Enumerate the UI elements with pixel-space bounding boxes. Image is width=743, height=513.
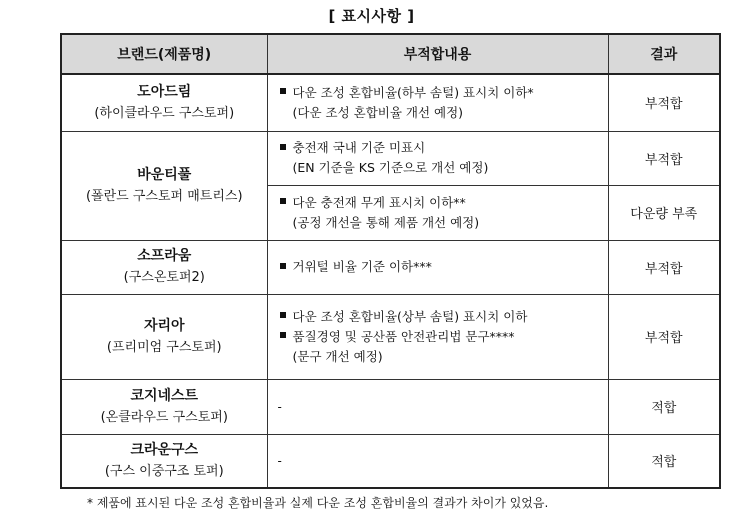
bullet-square-icon: [280, 312, 286, 318]
violation-cell: [267, 131, 608, 185]
brand-cell: [61, 74, 267, 131]
brand-cell: [61, 294, 267, 379]
violation-cell: [267, 185, 608, 240]
footnote: * 제품에 표시된 다운 조성 혼합비율과 실제 다운 조성 혼합비율의 결과가 차이가 있었음.: [87, 496, 549, 510]
bullet-square-icon: [280, 263, 286, 269]
bullet-square-icon: [280, 332, 286, 338]
brand-cell: [61, 434, 267, 488]
result-cell: 적합: [608, 379, 720, 434]
violation-item: 충전재 국내 기준 미표시: [280, 138, 608, 158]
product-name: (구스 이중구조 토퍼): [104, 463, 224, 479]
result-cell: 부적합: [608, 240, 720, 294]
table-row: [61, 74, 720, 131]
violation-note: (다운 조성 혼합비율 개선 예정): [292, 104, 464, 120]
violation-note: (문구 개선 예정): [292, 348, 383, 364]
violation-item: 다운 조성 혼합비율(상부 솜털) 표시치 이하: [280, 307, 608, 327]
violation-item: 품질경영 및 공산품 안전관리법 문구****: [280, 327, 608, 347]
violation-cell: [267, 74, 608, 131]
brand-cell: [61, 379, 267, 434]
bullet-square-icon: [280, 88, 286, 94]
table-row: [61, 379, 720, 434]
brand-cell: [61, 131, 267, 240]
result-cell: 적합: [608, 434, 720, 488]
violation-cell: [267, 294, 608, 379]
result-cell: 다운량 부족: [608, 185, 720, 240]
labeling-table: [60, 33, 721, 489]
table-row: [61, 131, 720, 185]
table-row: [61, 240, 720, 294]
brand-name: 코지네스트: [130, 387, 199, 404]
section-title: [ 표시사항 ]: [328, 7, 415, 25]
result-cell: 부적합: [608, 131, 720, 185]
brand-name: 소프라움: [137, 248, 192, 264]
header-content: 부적합내용: [267, 34, 608, 74]
header-brand: 브랜드(제품명): [61, 34, 267, 74]
brand-cell: [61, 240, 267, 294]
table-row: [61, 434, 720, 488]
product-name: (온클라우드 구스토퍼): [100, 409, 228, 425]
header-result: 결과: [608, 34, 720, 74]
product-name: (구스온토퍼2): [123, 270, 205, 285]
violation-cell: -: [267, 434, 608, 488]
violation-cell: [267, 240, 608, 294]
brand-name: 크라운구스: [130, 441, 199, 458]
result-cell: 부적합: [608, 74, 720, 131]
bullet-square-icon: [280, 198, 286, 204]
product-name: (하이클라우드 구스토퍼): [94, 105, 235, 121]
result-cell: 부적합: [608, 294, 720, 379]
violation-item: 다운 조성 혼합비율(하부 솜털) 표시치 이하*: [280, 83, 608, 103]
violation-note: (공정 개선을 통해 제품 개선 예정): [292, 214, 480, 230]
bullet-square-icon: [280, 144, 286, 150]
product-name: (프리미엄 구스토퍼): [106, 339, 222, 355]
brand-name: 자리아: [143, 317, 185, 334]
violation-cell: -: [267, 379, 608, 434]
violation-note: (EN 기준을 KS 기준으로 개선 예정): [292, 160, 489, 175]
table-row: [61, 294, 720, 379]
product-name: (폴란드 구스토퍼 매트리스): [85, 188, 243, 204]
violation-item: 다운 충전재 무게 표시치 이하**: [280, 193, 608, 213]
brand-name: 도아드림: [137, 83, 192, 100]
brand-name: 바운티풀: [137, 166, 192, 183]
table-header-row: [61, 34, 720, 74]
violation-item: 거위털 비율 기준 이하***: [280, 257, 608, 277]
